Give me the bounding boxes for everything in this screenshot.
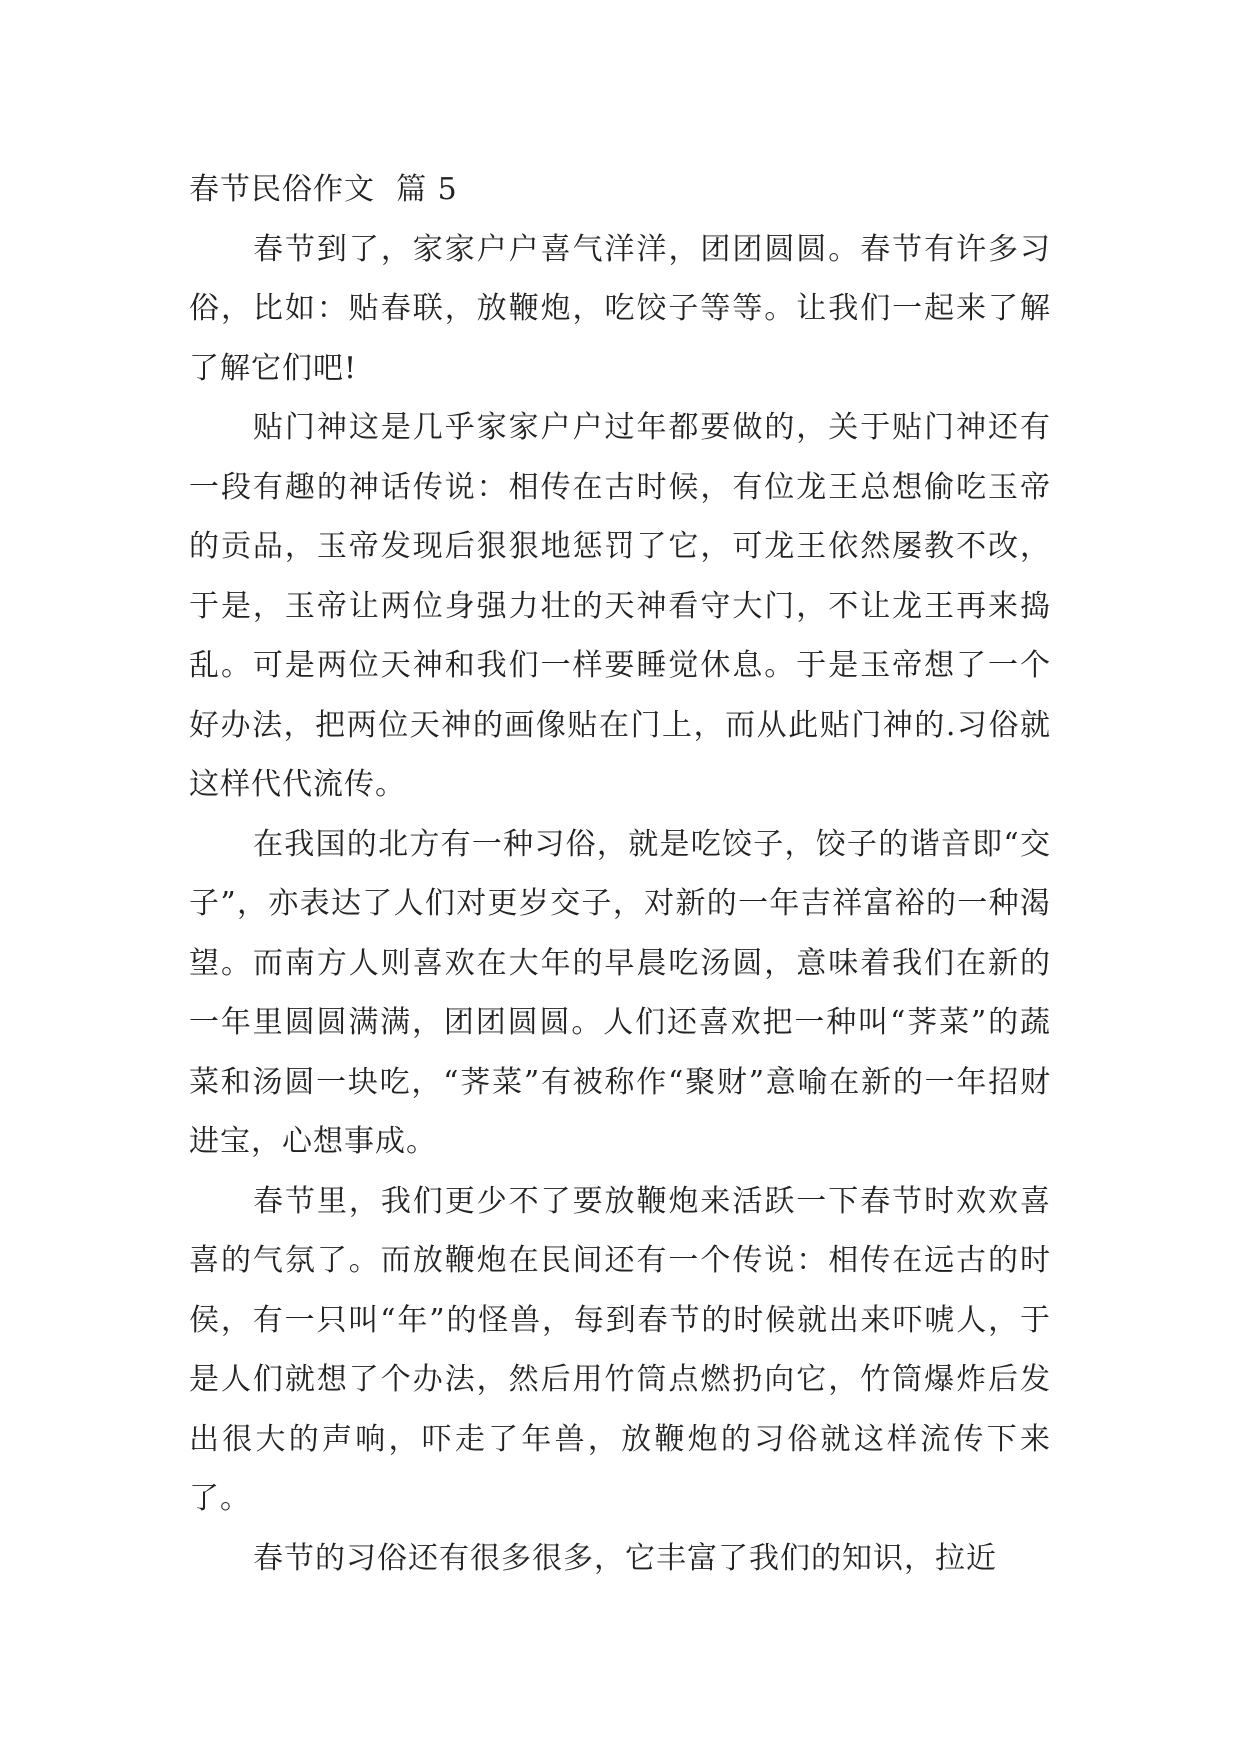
paragraph-firecrackers: 春节里，我们更少不了要放鞭炮来活跃一下春节时欢欢喜喜的气氛了。而放鞭炮在民间还有一个传说：相传在远古的时侯，有一只叫“年”的怪兽，每到春节的时候就出来吓唬人，于是人们就想了个办法，然后用竹筒点燃扔向它，竹筒爆炸后发出很大的声响，吓走了年兽，放鞭炮的习俗就这样流传下来了。 [189,1183,1051,1516]
paragraph-conclusion: 春节的习俗还有很多很多，它丰富了我们的知识，拉近 [253,1540,997,1576]
paragraph-dumplings: 在我国的北方有一种习俗，就是吃饺子，饺子的谐音即“交子”，亦表达了人们对更岁交子，对新的一年吉祥富裕的一种渴望。而南方人则喜欢在大年的早晨吃汤圆，意味着我们在新的一年里圆圆满满，团团圆圆。人们还喜欢把一种叫“荠菜”的蔬菜和汤圆一块吃，“荠菜”有被称作“聚财”意喻在新的一年招财进宝，心想事成。 [189,826,1051,1159]
paragraph-intro: 春节到了，家家户户喜气洋洋，团团圆圆。春节有许多习俗，比如：贴春联，放鞭炮，吃饺子等等。让我们一起来了解了解它们吧! [189,231,1051,386]
document-title: 春节民俗作文 篇 5 [189,172,458,207]
document-body [189,160,1051,1588]
paragraph-door-gods: 贴门神这是几乎家家户户过年都要做的，关于贴门神还有一段有趣的神话传说：相传在古时候，有位龙王总想偷吃玉帝的贡品，玉帝发现后狠狠地惩罚了它，可龙王依然屡教不改，于是，玉帝让两位身强力壮的天神看守大门，不让龙王再来捣乱。可是两位天神和我们一样要睡觉休息。于是玉帝想了一个好办法，把两位天神的画像贴在门上，而从此贴门神的.习俗就这样代代流传。 [189,410,1051,802]
